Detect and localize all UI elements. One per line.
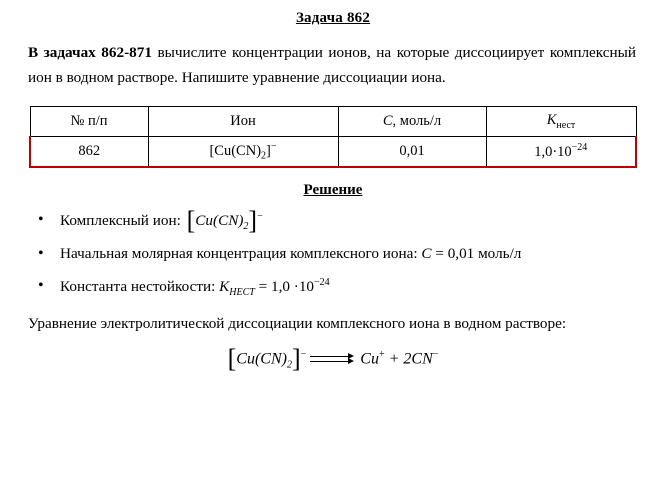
equation-left-text: Cu(CN) — [236, 350, 287, 368]
formula-text: Cu(CN) — [195, 212, 244, 230]
bullet-3-value: = 1,0 ·10 — [254, 278, 315, 296]
cell-ion — [148, 137, 338, 168]
column-header-concentration — [338, 107, 486, 137]
equation-left-bracket: [ — [227, 344, 237, 374]
column-header-k — [486, 107, 636, 137]
bullet-3-exponent: −24 — [314, 277, 330, 289]
intro-rest: вычислите концентрации ионов, на которые диссоциирует комплексный ион в водном растворе. Напишите уравнение диссоциации иона. — [28, 44, 636, 86]
bullet-2-label: Начальная молярная концентрация комплексного иона: — [60, 245, 418, 263]
k-symbol: K — [546, 111, 557, 128]
column-header-c-symbol: C — [382, 112, 393, 129]
intro-paragraph — [28, 41, 636, 90]
problem-table — [29, 106, 637, 168]
intro-bold-range: В задачах 862-871 — [28, 44, 152, 61]
bullet-2-variable: C — [421, 245, 432, 263]
ion-open: [Cu(CN) — [209, 142, 262, 159]
formula-subscript: 2 — [243, 221, 249, 233]
list-item — [38, 275, 636, 300]
equation-left-charge: − — [300, 348, 307, 360]
equation-product-ion: Cu — [360, 350, 379, 368]
cell-concentration: 0,01 — [338, 137, 486, 168]
formula-charge: − — [257, 211, 263, 223]
cell-number: 862 — [30, 137, 148, 168]
document-page — [0, 10, 666, 478]
right-bracket: ] — [248, 206, 258, 236]
ion-subscript: 2 — [261, 150, 267, 162]
solution-heading: Решение — [303, 182, 363, 199]
solution-list — [0, 206, 666, 300]
bullet-1-formula — [185, 206, 265, 236]
k-subscript: нест — [556, 119, 576, 131]
equation-product-rest: + 2CN — [384, 350, 433, 368]
bullet-2-value: = 0,01 моль/л — [431, 245, 522, 263]
k-value-mantissa: 1,0·10 — [534, 143, 572, 160]
bullet-3-label: Константа нестойкости: — [60, 278, 216, 296]
equation-intro-paragraph: Уравнение электролитической диссоциации комплексного иона в водном растворе: — [28, 315, 567, 333]
column-header-c-units: , моль/л — [392, 112, 442, 129]
list-item — [38, 206, 636, 236]
dissociation-equation — [0, 344, 666, 374]
column-header-ion: Ион — [148, 107, 338, 137]
table-header-row — [30, 107, 636, 137]
equation-product-rest-charge: − — [432, 348, 439, 360]
equation-product-charge: + — [378, 348, 385, 360]
ion-charge: − — [270, 140, 277, 152]
equation-left-subscript: 2 — [286, 359, 292, 371]
bullet-3-variable: K — [219, 278, 230, 296]
list-item — [38, 243, 636, 266]
bullet-3-subscript: НЕСТ — [229, 287, 255, 299]
k-value-exponent: −24 — [571, 141, 588, 153]
equilibrium-arrow-icon — [310, 353, 356, 367]
table-row — [30, 137, 636, 168]
equation-right-bracket: ] — [291, 344, 301, 374]
ion-close: ] — [266, 142, 271, 159]
column-header-number: № п/п — [30, 107, 148, 137]
page-title: Задача 862 — [295, 10, 371, 26]
left-bracket: [ — [186, 206, 196, 236]
cell-k-value — [486, 137, 636, 168]
bullet-1-label: Комплексный ион: — [60, 212, 181, 230]
